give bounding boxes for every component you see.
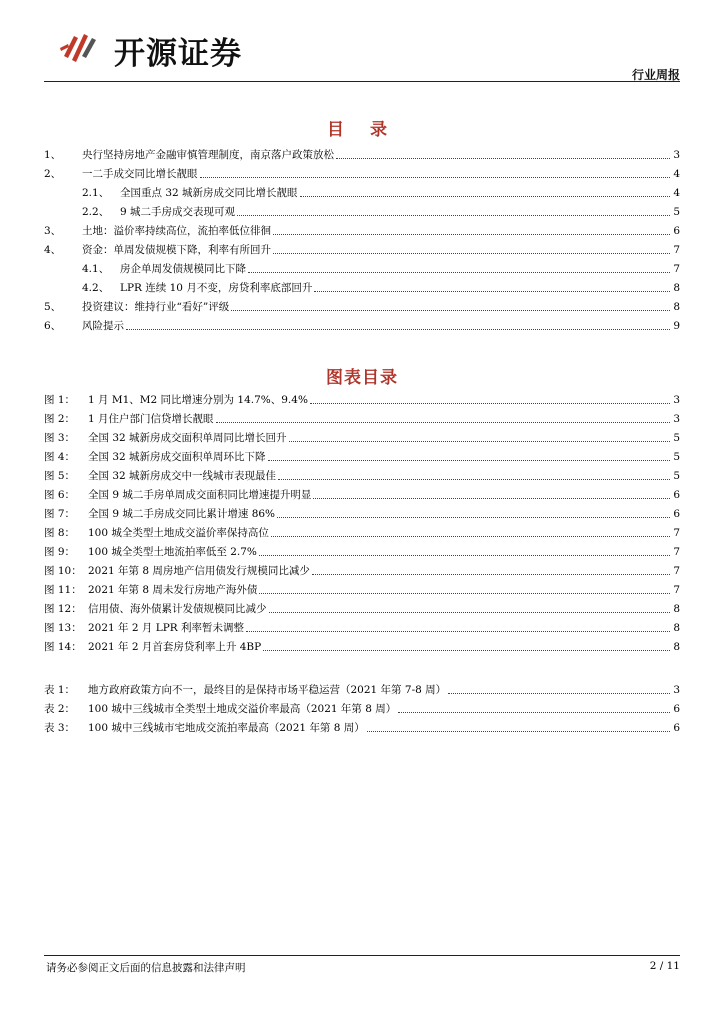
entry-number: 6、 xyxy=(44,320,62,332)
entry-page-number: 7 xyxy=(673,527,680,539)
footer-disclaimer: 请务必参阅正文后面的信息披露和法律声明 xyxy=(46,962,246,974)
dot-leader xyxy=(216,422,670,423)
entry-page-number: 6 xyxy=(673,722,680,734)
entry-text: 2021 年第 8 周房地产信用债发行规模同比减少 xyxy=(88,565,310,577)
dot-leader xyxy=(300,196,670,197)
entry-text: 央行坚持房地产金融审慎管理制度，南京落户政策放松 xyxy=(82,149,334,161)
dot-leader xyxy=(231,310,670,311)
entry-number: 3、 xyxy=(44,225,62,237)
entry-page-number: 6 xyxy=(673,703,680,715)
toc-entry[interactable] xyxy=(44,697,680,716)
toc-entry[interactable] xyxy=(44,257,680,276)
toc-list xyxy=(44,143,680,333)
entry-number: 4.1、 xyxy=(82,263,110,275)
figure-index-title: 图表目录 xyxy=(326,368,398,388)
dot-leader xyxy=(278,479,670,480)
entry-text: 全国 32 城新房成交面积单周环比下降 xyxy=(88,451,266,463)
entry-text: 土地：溢价率持续高位，流拍率低位徘徊 xyxy=(82,225,271,237)
entry-page-number: 6 xyxy=(673,225,680,237)
dot-leader xyxy=(314,291,670,292)
entry-number: 2.2、 xyxy=(82,206,110,218)
entry-text: 全国 32 城新房成交面积单周同比增长回升 xyxy=(88,432,287,444)
entry-number: 2.1、 xyxy=(82,187,110,199)
dot-leader xyxy=(246,631,670,632)
entry-page-number: 7 xyxy=(673,244,680,256)
entry-number: 1、 xyxy=(44,149,62,161)
entry-page-number: 3 xyxy=(673,684,680,696)
dot-leader xyxy=(259,555,670,556)
entry-number: 表 2： xyxy=(44,703,76,715)
entry-text: 全国 9 城二手房成交同比累计增速 86% xyxy=(88,508,276,520)
entry-text: 9 城二手房成交表现可观 xyxy=(120,206,236,218)
entry-page-number: 8 xyxy=(673,622,680,634)
entry-text: 房企单周发债规模同比下降 xyxy=(120,263,246,275)
entry-number: 图 11： xyxy=(44,584,82,596)
dot-leader xyxy=(312,574,670,575)
logo-text: 开源证券 xyxy=(114,36,242,72)
page-number: 2 / 11 xyxy=(649,960,680,972)
toc-entry[interactable] xyxy=(44,540,680,559)
entry-page-number: 6 xyxy=(673,508,680,520)
dot-leader xyxy=(268,460,670,461)
toc-entry[interactable] xyxy=(44,616,680,635)
toc-entry[interactable] xyxy=(44,635,680,654)
dot-leader xyxy=(248,272,670,273)
toc-entry[interactable] xyxy=(44,162,680,181)
entry-number: 表 3： xyxy=(44,722,76,734)
entry-page-number: 5 xyxy=(673,470,680,482)
entry-page-number: 3 xyxy=(673,413,680,425)
footer-divider xyxy=(44,955,680,956)
entry-text: 2021 年 2 月首套房贷利率上升 4BP xyxy=(88,641,262,653)
dot-leader xyxy=(237,215,670,216)
entry-text: 100 城中三线城市宅地成交流拍率最高（2021 年第 8 周） xyxy=(88,722,365,734)
toc-entry[interactable] xyxy=(44,143,680,162)
entry-text: 2021 年 2 月 LPR 利率暂未调整 xyxy=(88,622,245,634)
entry-number: 图 6： xyxy=(44,489,76,501)
dot-leader xyxy=(271,536,670,537)
dot-leader xyxy=(289,441,670,442)
dot-leader xyxy=(273,253,670,254)
entry-page-number: 4 xyxy=(673,168,680,180)
entry-text: 一二手成交同比增长靓眼 xyxy=(82,168,198,180)
toc-entry[interactable] xyxy=(44,521,680,540)
entry-number: 4.2、 xyxy=(82,282,110,294)
entry-text: 风险提示 xyxy=(82,320,124,332)
dot-leader xyxy=(398,712,670,713)
entry-text: 地方政府政策方向不一，最终目的是保持市场平稳运营（2021 年第 7-8 周） xyxy=(88,684,447,696)
entry-number: 图 4： xyxy=(44,451,76,463)
entry-page-number: 7 xyxy=(673,584,680,596)
toc-entry[interactable] xyxy=(44,200,680,219)
dot-leader xyxy=(259,593,670,594)
entry-text: 信用债、海外债累计发债规模同比减少 xyxy=(88,603,267,615)
entry-page-number: 5 xyxy=(673,206,680,218)
dot-leader xyxy=(310,403,670,404)
toc-entry[interactable] xyxy=(44,464,680,483)
figure-index-list xyxy=(44,388,680,654)
dot-leader xyxy=(448,693,670,694)
entry-page-number: 8 xyxy=(673,603,680,615)
entry-text: 1 月 M1、M2 同比增速分别为 14.7%、9.4% xyxy=(88,394,308,406)
toc-entry[interactable] xyxy=(44,238,680,257)
toc-entry[interactable] xyxy=(44,407,680,426)
toc-entry[interactable] xyxy=(44,678,680,697)
entry-page-number: 8 xyxy=(673,641,680,653)
entry-page-number: 5 xyxy=(673,432,680,444)
entry-text: 全国重点 32 城新房成交同比增长靓眼 xyxy=(120,187,298,199)
entry-number: 图 1： xyxy=(44,394,76,406)
entry-text: 100 城全类型土地流拍率低至 2.7% xyxy=(88,546,257,558)
entry-number: 表 1： xyxy=(44,684,76,696)
entry-text: 100 城全类型土地成交溢价率保持高位 xyxy=(88,527,269,539)
entry-page-number: 7 xyxy=(673,546,680,558)
entry-number: 5、 xyxy=(44,301,62,313)
dot-leader xyxy=(273,234,670,235)
report-type-label: 行业周报 xyxy=(631,68,680,82)
dot-leader xyxy=(336,158,670,159)
toc-entry[interactable] xyxy=(44,597,680,616)
entry-page-number: 8 xyxy=(673,282,680,294)
entry-text: 投资建议：维持行业“看好”评级 xyxy=(82,301,230,313)
toc-entry[interactable] xyxy=(44,578,680,597)
entry-number: 图 12： xyxy=(44,603,82,615)
entry-number: 图 3： xyxy=(44,432,76,444)
entry-number: 4、 xyxy=(44,244,62,256)
entry-number: 图 13： xyxy=(44,622,82,634)
entry-number: 图 10： xyxy=(44,565,82,577)
entry-page-number: 6 xyxy=(673,489,680,501)
entry-text: 1 月住户部门信贷增长靓眼 xyxy=(88,413,214,425)
dot-leader xyxy=(269,612,671,613)
entry-number: 图 2： xyxy=(44,413,76,425)
toc-entry[interactable] xyxy=(44,426,680,445)
toc-entry[interactable] xyxy=(44,295,680,314)
dot-leader xyxy=(277,517,670,518)
entry-page-number: 7 xyxy=(673,263,680,275)
toc-entry[interactable] xyxy=(44,181,680,200)
entry-page-number: 8 xyxy=(673,301,680,313)
entry-text: 全国 9 城二手房单周成交面积同比增速提升明显 xyxy=(88,489,312,501)
toc-title: 目 录 xyxy=(327,120,397,140)
toc-entry[interactable] xyxy=(44,388,680,407)
entry-text: 全国 32 城新房成交中一线城市表现最佳 xyxy=(88,470,277,482)
entry-page-number: 4 xyxy=(673,187,680,199)
entry-text: 100 城中三线城市全类型土地成交溢价率最高（2021 年第 8 周） xyxy=(88,703,397,715)
toc-entry[interactable] xyxy=(44,276,680,295)
entry-page-number: 5 xyxy=(673,451,680,463)
entry-text: 2021 年第 8 周未发行房地产海外债 xyxy=(88,584,258,596)
dot-leader xyxy=(313,498,670,499)
toc-entry[interactable] xyxy=(44,502,680,521)
entry-number: 图 5： xyxy=(44,470,76,482)
dot-leader xyxy=(126,329,670,330)
toc-entry[interactable] xyxy=(44,559,680,578)
table-index-list xyxy=(44,678,680,735)
toc-entry[interactable] xyxy=(44,219,680,238)
logo-icon xyxy=(58,26,104,66)
entry-page-number: 3 xyxy=(673,394,680,406)
entry-page-number: 7 xyxy=(673,565,680,577)
entry-number: 图 7： xyxy=(44,508,76,520)
entry-page-number: 3 xyxy=(673,149,680,161)
toc-entry[interactable] xyxy=(44,716,680,735)
entry-number: 图 14： xyxy=(44,641,82,653)
header-divider xyxy=(44,81,680,82)
entry-page-number: 9 xyxy=(673,320,680,332)
entry-text: LPR 连续 10 月不变，房贷利率底部回升 xyxy=(120,282,313,294)
page-header xyxy=(44,18,680,82)
entry-number: 图 8： xyxy=(44,527,76,539)
entry-number: 2、 xyxy=(44,168,62,180)
toc-entry[interactable] xyxy=(44,483,680,502)
dot-leader xyxy=(263,650,670,651)
dot-leader xyxy=(200,177,671,178)
entry-number: 图 9： xyxy=(44,546,76,558)
entry-text: 资金：单周发债规模下降，利率有所回升 xyxy=(82,244,271,256)
toc-entry[interactable] xyxy=(44,445,680,464)
dot-leader xyxy=(367,731,670,732)
toc-entry[interactable] xyxy=(44,314,680,333)
